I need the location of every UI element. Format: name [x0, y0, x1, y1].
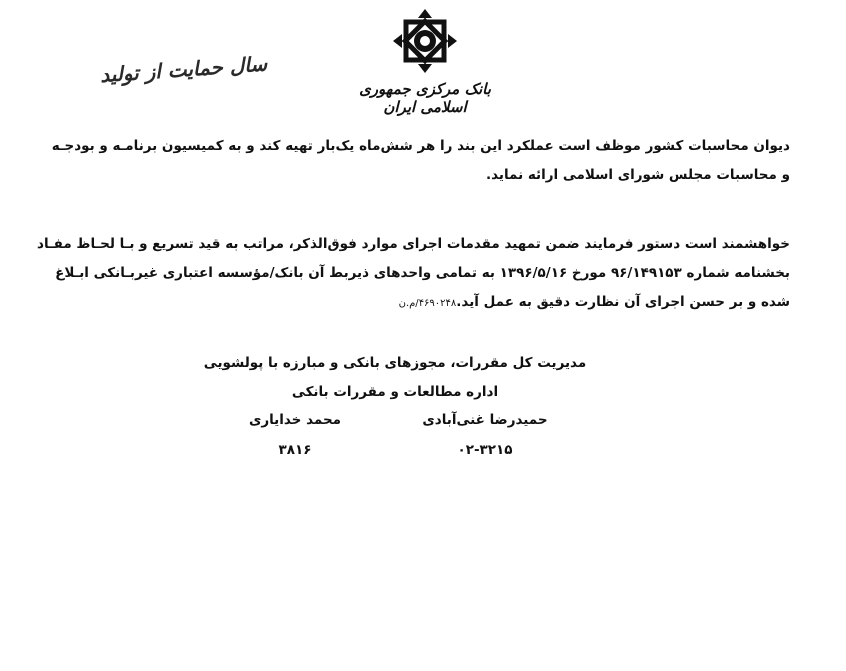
central-bank-emblem-icon — [392, 8, 458, 74]
paragraph-2 — [37, 230, 790, 318]
bank-logo — [350, 8, 510, 116]
paragraph-1 — [51, 132, 790, 190]
reference-code: ۴۶۹۰۲۴۸/م.ن — [398, 298, 457, 309]
signer-2-name: محمد خدایاری — [248, 412, 342, 428]
paragraph-2-line-3-text: شده و بر حسن اجرای آن نظارت دقیق به عمل آید. — [456, 294, 790, 310]
paragraph-1-line-2: و محاسبات مجلس شورای اسلامی ارائه نماید. — [485, 167, 790, 183]
signer-1-phone: ۰۲-۳۲۱۵ — [457, 442, 513, 458]
bank-name: بانک مرکزی جمهوری اسلامی ایران — [359, 80, 491, 116]
department-office: اداره مطالعات و مقررات بانکی — [291, 384, 499, 400]
signer-2-phone: ۳۸۱۶ — [278, 442, 312, 458]
year-slogan: سال حمایت از تولید — [99, 51, 268, 88]
paragraph-1-line-1: دیوان محاسبات کشور موظف است عملکرد این بند را هر شش‌ماه یک‌بار تهیه کند و به کمیسیون برنامـه و بودجـه — [51, 138, 790, 154]
department-general: مدیریت کل مقررات، مجوزهای بانکی و مبارزه با پولشویی — [203, 355, 587, 371]
signer-1-name: حمیدرضا غنی‌آبادی — [422, 412, 548, 428]
paragraph-2-line-1: خواهشمند است دستور فرمایند ضمن تمهید مقدمات اجرای موارد فوق‌الذکر، مراتب به قید تسریع و بـا لحـاظ مفـاد — [37, 236, 790, 252]
paragraph-2-line-3 — [100, 288, 790, 318]
paragraph-2-line-2: بخشنامه شماره ۹۶/۱۴۹۱۵۳ مورخ ۱۳۹۶/۵/۱۶ به تمامی واحدهای ذیربط آن بانک/مؤسسه اعتباری غیربـانکی ابـلاغ — [55, 265, 790, 281]
